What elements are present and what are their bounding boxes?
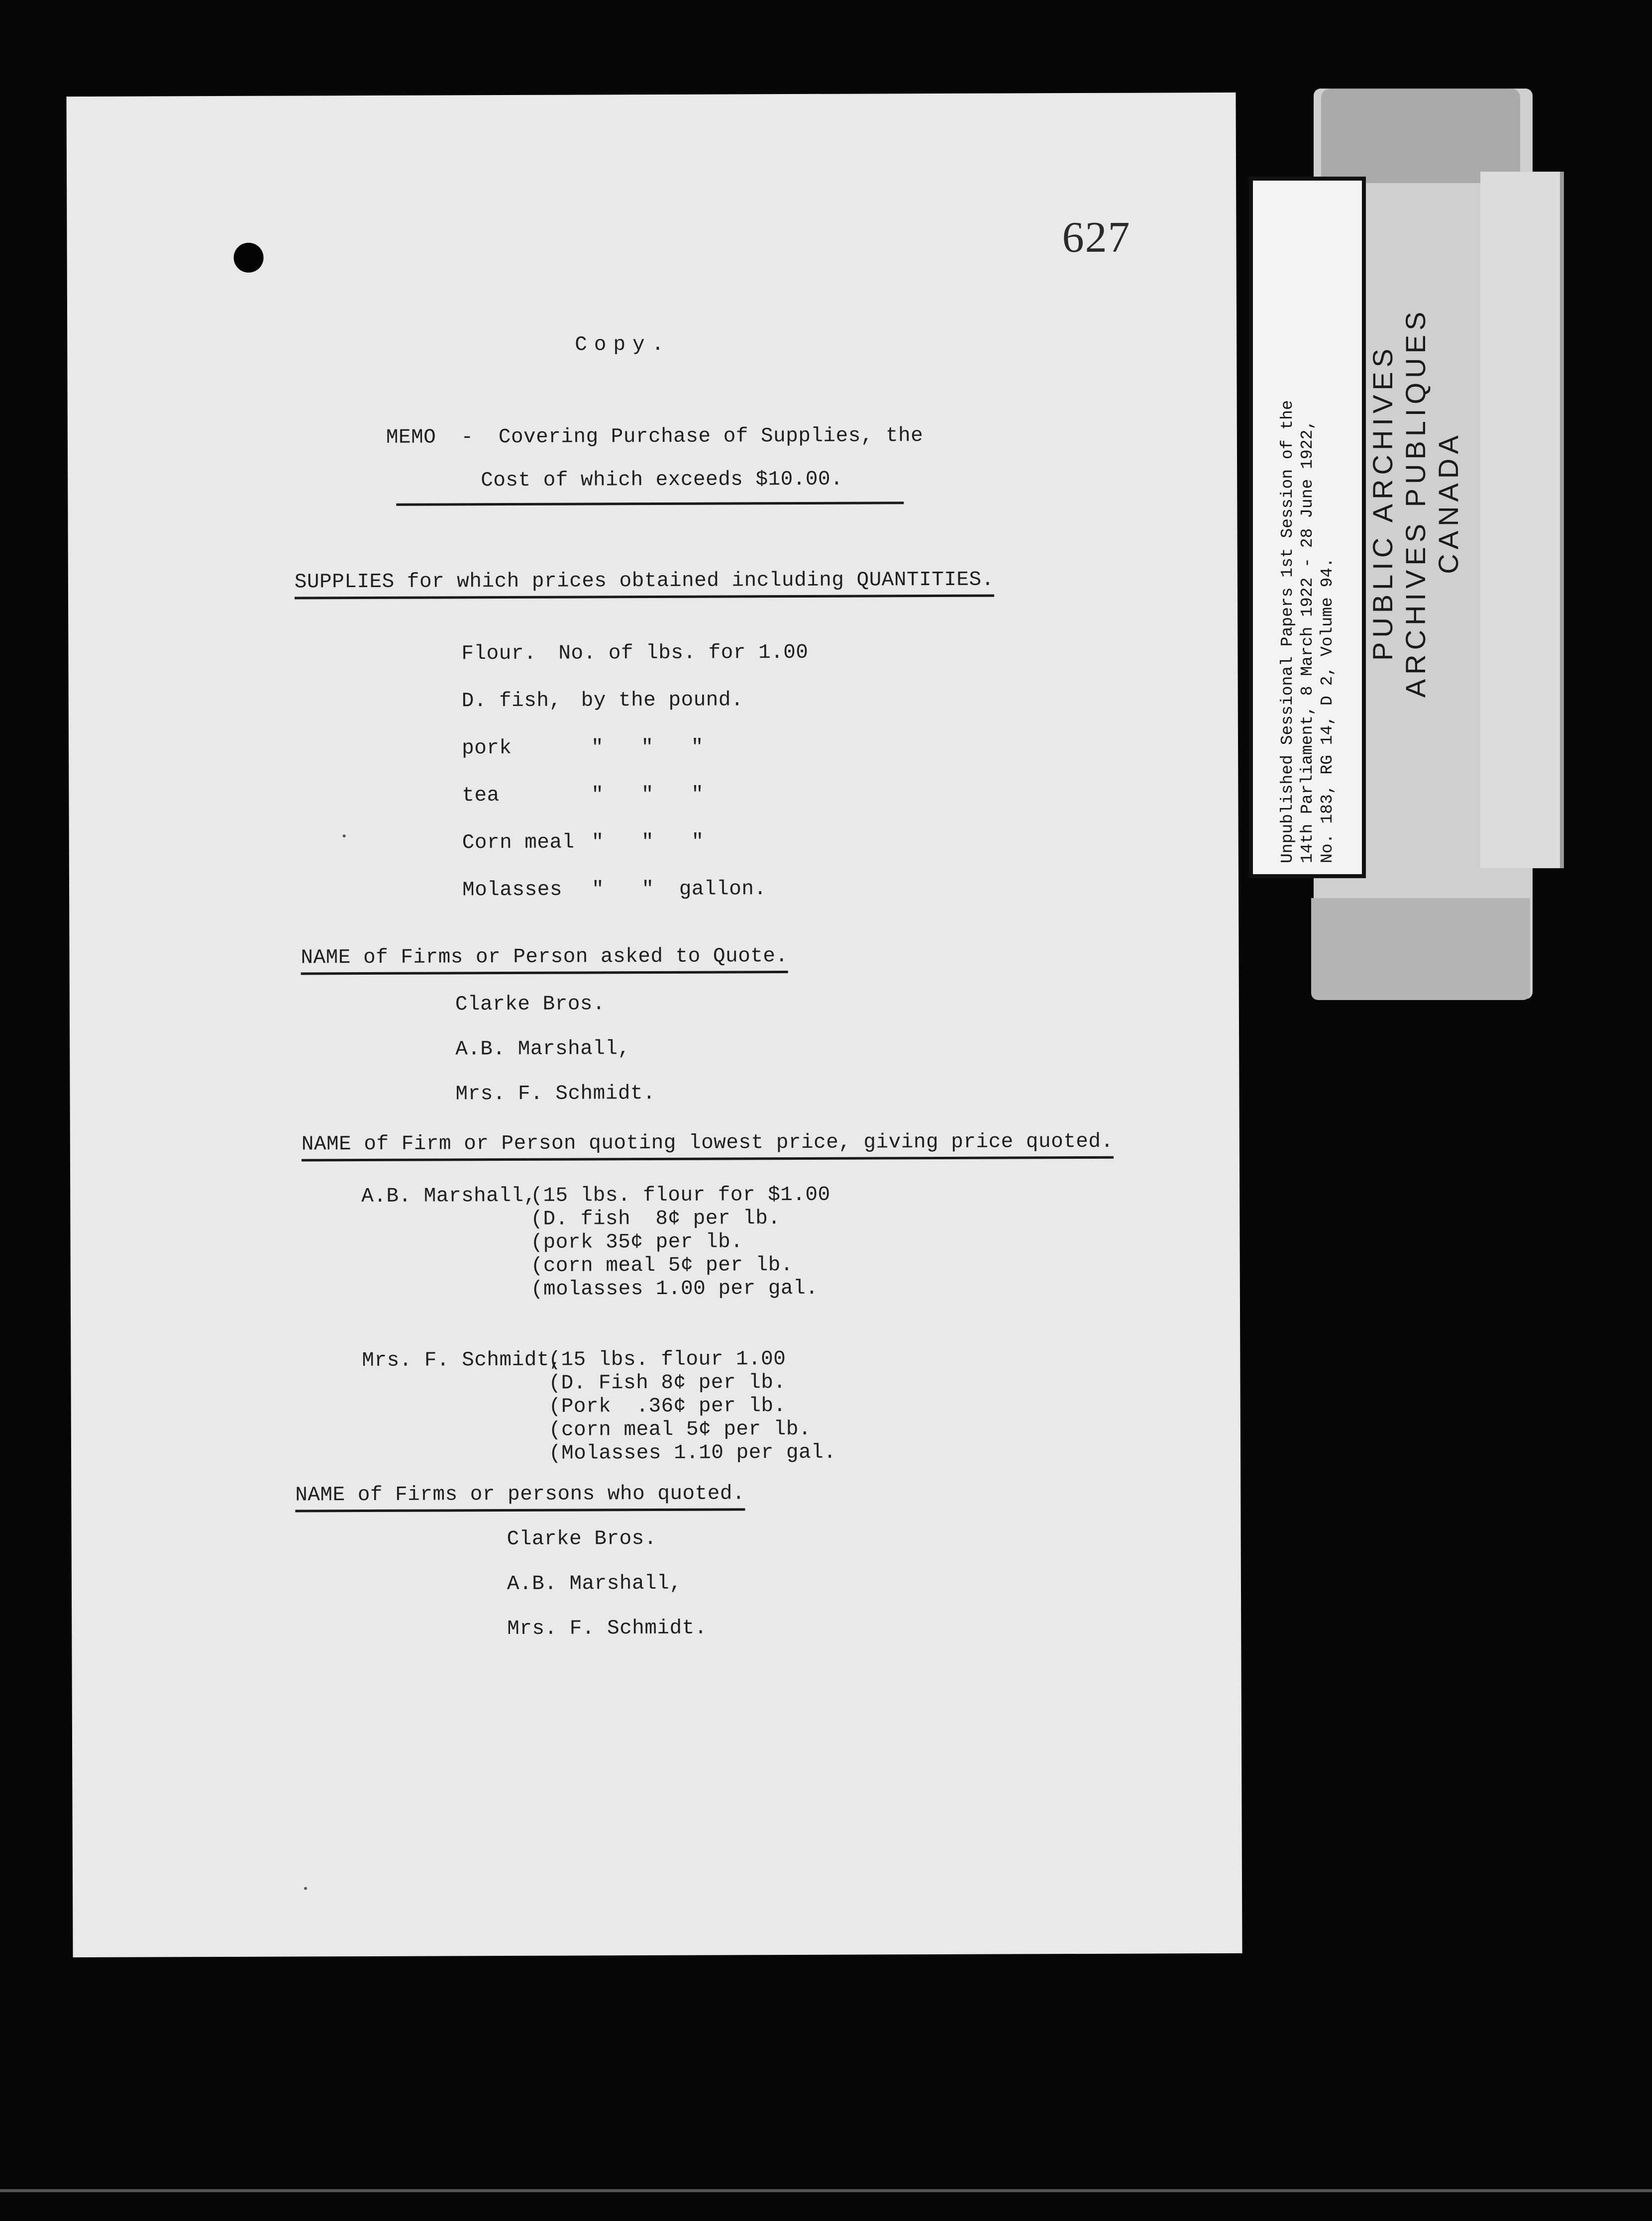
quote-line: (corn meal 5¢ per lb. (548, 1417, 812, 1442)
paper-speck (304, 1887, 307, 1890)
supply-qty: " " gallon. (591, 878, 767, 902)
supply-qty: " " " (591, 736, 704, 760)
paper-speck (343, 834, 346, 837)
supply-qty: " " " (591, 783, 704, 807)
quote-line: (15 lbs. flour for $1.00 (530, 1183, 830, 1208)
supply-qty: " " " (591, 830, 704, 854)
archives-line-2: ARCHIVES PUBLIQUES (1400, 307, 1431, 698)
supply-item (461, 641, 809, 666)
stamp-strip (1480, 172, 1564, 868)
supply-name: Flour. (461, 642, 537, 666)
supply-item (461, 689, 744, 713)
archive-label-text (1278, 177, 1338, 878)
punch-hole (234, 243, 264, 273)
archives-line-1: PUBLIC ARCHIVES (1367, 344, 1398, 661)
supply-name: pork (461, 736, 512, 760)
firm-asked: A.B. Marshall, (455, 1037, 630, 1061)
archives-line-3: CANADA (1433, 431, 1464, 574)
quote-line: (molasses 1.00 per gal. (530, 1277, 819, 1301)
firm-asked: Mrs. F. Schmidt. (455, 1082, 656, 1106)
archives-stamp (1367, 179, 1464, 826)
firm-asked: Clarke Bros. (455, 993, 606, 1016)
stamp-backing-top (1321, 89, 1520, 183)
firm-quoted: A.B. Marshall, (507, 1572, 682, 1596)
stamp-backing-bottom (1311, 898, 1530, 1000)
supply-item (462, 783, 704, 808)
supply-qty: No. of lbs. for 1.00 (558, 641, 809, 665)
quote-line: (15 lbs. flour 1.00 (548, 1348, 786, 1372)
quote-line: (D. fish 8¢ per lb. (530, 1207, 781, 1231)
supply-name: tea (462, 784, 500, 808)
memo-underline (396, 502, 904, 506)
supply-name: D. fish, (461, 689, 562, 713)
lowest-price-heading: NAME of Firm or Person quoting lowest price, giving price quoted. (302, 1130, 1114, 1162)
document-page (66, 93, 1242, 1957)
supply-qty: by the pound. (581, 689, 744, 712)
firm-quoted: Mrs. F. Schmidt. (507, 1616, 707, 1641)
quote-line: (Molasses 1.10 per gal. (548, 1441, 836, 1465)
quote-line: (pork 35¢ per lb. (530, 1230, 743, 1254)
supplies-heading: SUPPLIES for which prices obtained including QUANTITIES. (295, 569, 994, 600)
firms-asked-heading: NAME of Firms or Person asked to Quote. (301, 945, 788, 975)
quote-firm-name: Mrs. F. Schmidt, (362, 1348, 562, 1373)
page-number: 627 (1062, 213, 1131, 262)
supply-item (462, 878, 767, 902)
supply-item (461, 736, 704, 760)
film-edge-line (0, 2189, 1652, 2192)
supply-name: Corn meal (462, 831, 575, 855)
document-title: Copy. (575, 333, 671, 357)
archive-label (1249, 177, 1366, 878)
archives-text (1366, 179, 1465, 826)
quote-firm-name: A.B. Marshall, (361, 1184, 536, 1209)
quoted-heading: NAME of Firms or persons who quoted. (295, 1482, 745, 1512)
firm-quoted: Clarke Bros. (507, 1527, 657, 1551)
quote-line: (D. Fish 8¢ per lb. (548, 1371, 786, 1395)
memo-line-1: MEMO - Covering Purchase of Supplies, the (386, 424, 924, 449)
supply-item (462, 830, 704, 855)
label-line-2: 14th Parliament, 8 March 1922 - 28 June 1922, (1298, 419, 1317, 863)
quote-line: (Pork .36¢ per lb. (548, 1395, 786, 1418)
label-line-3: No. 183, RG 14, D 2, Volume 94. (1318, 558, 1337, 863)
quote-line: (corn meal 5¢ per lb. (530, 1254, 793, 1278)
memo-line-2: Cost of which exceeds $10.00. (481, 468, 843, 493)
supply-name: Molasses (462, 878, 562, 902)
label-line-1: Unpublished Sessional Papers 1st Session of the (1278, 400, 1297, 863)
